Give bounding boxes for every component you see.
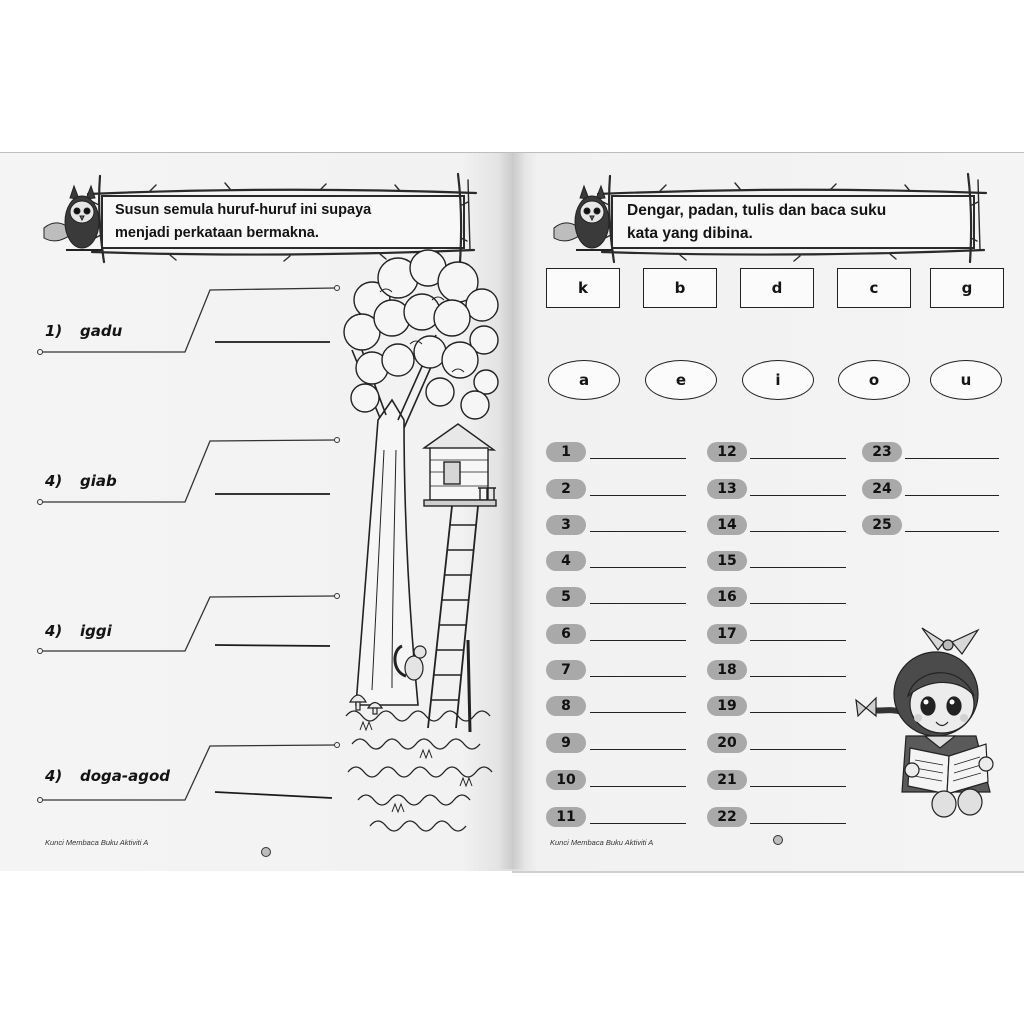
number-badge: 5: [546, 587, 586, 607]
consonant-box: d: [740, 268, 814, 308]
foot: [958, 789, 982, 815]
answer-blank: [750, 823, 846, 824]
vowel-oval: e: [645, 360, 717, 400]
instruction-line-2: kata yang dibina.: [627, 225, 753, 242]
hand: [905, 763, 919, 777]
vowel-oval: i: [742, 360, 814, 400]
answer-blank: [590, 749, 686, 750]
connector-dot: [335, 594, 340, 599]
scrambled-word-item: [45, 320, 122, 342]
number-badge: 13: [707, 479, 747, 499]
number-badge: 23: [862, 442, 902, 462]
hand: [979, 757, 993, 771]
answer-blank: [750, 567, 846, 568]
vowel-oval: o: [838, 360, 910, 400]
consonant-box: k: [546, 268, 620, 308]
answer-blank: [590, 458, 686, 459]
instruction-line-1: Dengar, padan, tulis dan baca suku: [627, 202, 887, 219]
number-badge: 2: [546, 479, 586, 499]
instruction-line-2: menjadi perkataan bermakna.: [115, 225, 319, 241]
connector-dot: [38, 649, 43, 654]
instruction-line-1: Susun semula huruf-huruf ini supaya: [115, 202, 372, 218]
number-badge: 3: [546, 515, 586, 535]
page-number-icon: [261, 847, 271, 857]
answer-blank: [590, 640, 686, 641]
answer-blank: [750, 458, 846, 459]
answer-row: [707, 515, 846, 537]
scrambled-word-item: [45, 620, 112, 642]
item-number: 4): [45, 472, 63, 490]
consonant-box: g: [930, 268, 1004, 308]
answer-blank: [750, 712, 846, 713]
girl-reading-illustration: [852, 620, 1002, 822]
connector-dot: [335, 438, 340, 443]
answer-blank: [590, 495, 686, 496]
answer-blank: [590, 531, 686, 532]
owl-mascot-icon: [44, 186, 102, 250]
answer-row: [707, 770, 846, 792]
answer-row: [707, 660, 846, 682]
treehouse-illustration: [340, 248, 502, 848]
answer-row: [546, 733, 686, 755]
answer-blank: [905, 531, 999, 532]
answer-row: [546, 660, 686, 682]
answer-row: [862, 515, 999, 537]
answer-blank: [750, 786, 846, 787]
number-badge: 8: [546, 696, 586, 716]
scrambled-word-item: [45, 765, 170, 787]
number-badge: 17: [707, 624, 747, 644]
answer-row: [546, 770, 686, 792]
number-badge: 10: [546, 770, 586, 790]
connector-dot: [38, 798, 43, 803]
answer-row: [707, 696, 846, 718]
pigtail-bow: [856, 698, 876, 716]
answer-blank: [750, 531, 846, 532]
vowel-oval: a: [548, 360, 620, 400]
answer-row: [707, 807, 846, 829]
answer-row: [546, 442, 686, 464]
number-badge: 6: [546, 624, 586, 644]
answer-blank: [750, 495, 846, 496]
instruction-text-right: [627, 199, 886, 245]
answer-row: [546, 587, 686, 609]
tree-foliage: [344, 250, 498, 419]
footer-text-left: Kunci Membaca Buku Aktiviti A: [45, 838, 149, 847]
answer-blank: [905, 458, 999, 459]
number-badge: 18: [707, 660, 747, 680]
tree-house: [424, 424, 496, 506]
item-number: 4): [45, 622, 63, 640]
number-badge: 12: [707, 442, 747, 462]
answer-row: [546, 807, 686, 829]
answer-blank: [905, 495, 999, 496]
item-word: doga-agod: [80, 767, 171, 785]
number-badge: 14: [707, 515, 747, 535]
answer-row: [546, 696, 686, 718]
number-badge: 24: [862, 479, 902, 499]
number-badge: 15: [707, 551, 747, 571]
item-number: 4): [45, 767, 63, 785]
number-badge: 11: [546, 807, 586, 827]
answer-row: [707, 551, 846, 573]
connector-dot: [38, 500, 43, 505]
connector-dot: [38, 350, 43, 355]
answer-row: [707, 587, 846, 609]
number-badge: 7: [546, 660, 586, 680]
answer-row: [546, 515, 686, 537]
number-badge: 22: [707, 807, 747, 827]
page-number-icon: [773, 835, 783, 845]
answer-blank: [750, 749, 846, 750]
foot: [932, 791, 956, 817]
answer-row: [546, 551, 686, 573]
vowel-oval: u: [930, 360, 1002, 400]
answer-row: [862, 479, 999, 501]
number-badge: 19: [707, 696, 747, 716]
footer-text-right: Kunci Membaca Buku Aktiviti A: [550, 838, 654, 847]
consonant-box: c: [837, 268, 911, 308]
scrambled-word-item: [45, 470, 117, 492]
answer-blank: [215, 792, 332, 798]
answer-blank: [750, 676, 846, 677]
answer-blank: [215, 645, 330, 646]
number-badge: 21: [707, 770, 747, 790]
number-badge: 16: [707, 587, 747, 607]
answer-blank: [590, 786, 686, 787]
owl-mascot-icon: [554, 186, 612, 250]
answer-blank: [750, 640, 846, 641]
connector-dot: [335, 286, 340, 291]
hair-bow: [922, 628, 978, 654]
answer-row: [707, 442, 846, 464]
answer-blank: [590, 603, 686, 604]
item-number: 1): [45, 322, 63, 340]
answer-row: [546, 624, 686, 646]
answer-row: [707, 479, 846, 501]
number-badge: 25: [862, 515, 902, 535]
book-gutter: [498, 153, 526, 869]
answer-row: [707, 733, 846, 755]
number-badge: 1: [546, 442, 586, 462]
number-badge: 20: [707, 733, 747, 753]
item-word: gadu: [80, 322, 123, 340]
consonant-box: b: [643, 268, 717, 308]
answer-blank: [590, 823, 686, 824]
answer-row: [862, 442, 999, 464]
number-badge: 4: [546, 551, 586, 571]
answer-row: [707, 624, 846, 646]
answer-blank: [590, 712, 686, 713]
instruction-text-left: [115, 199, 371, 245]
connector-dot: [335, 743, 340, 748]
answer-blank: [590, 567, 686, 568]
word-connectors: [30, 280, 345, 810]
answer-blank: [750, 603, 846, 604]
answer-row: [546, 479, 686, 501]
item-word: iggi: [80, 622, 112, 640]
number-badge: 9: [546, 733, 586, 753]
ladder: [428, 506, 478, 732]
answer-blank: [590, 676, 686, 677]
item-word: giab: [80, 472, 117, 490]
